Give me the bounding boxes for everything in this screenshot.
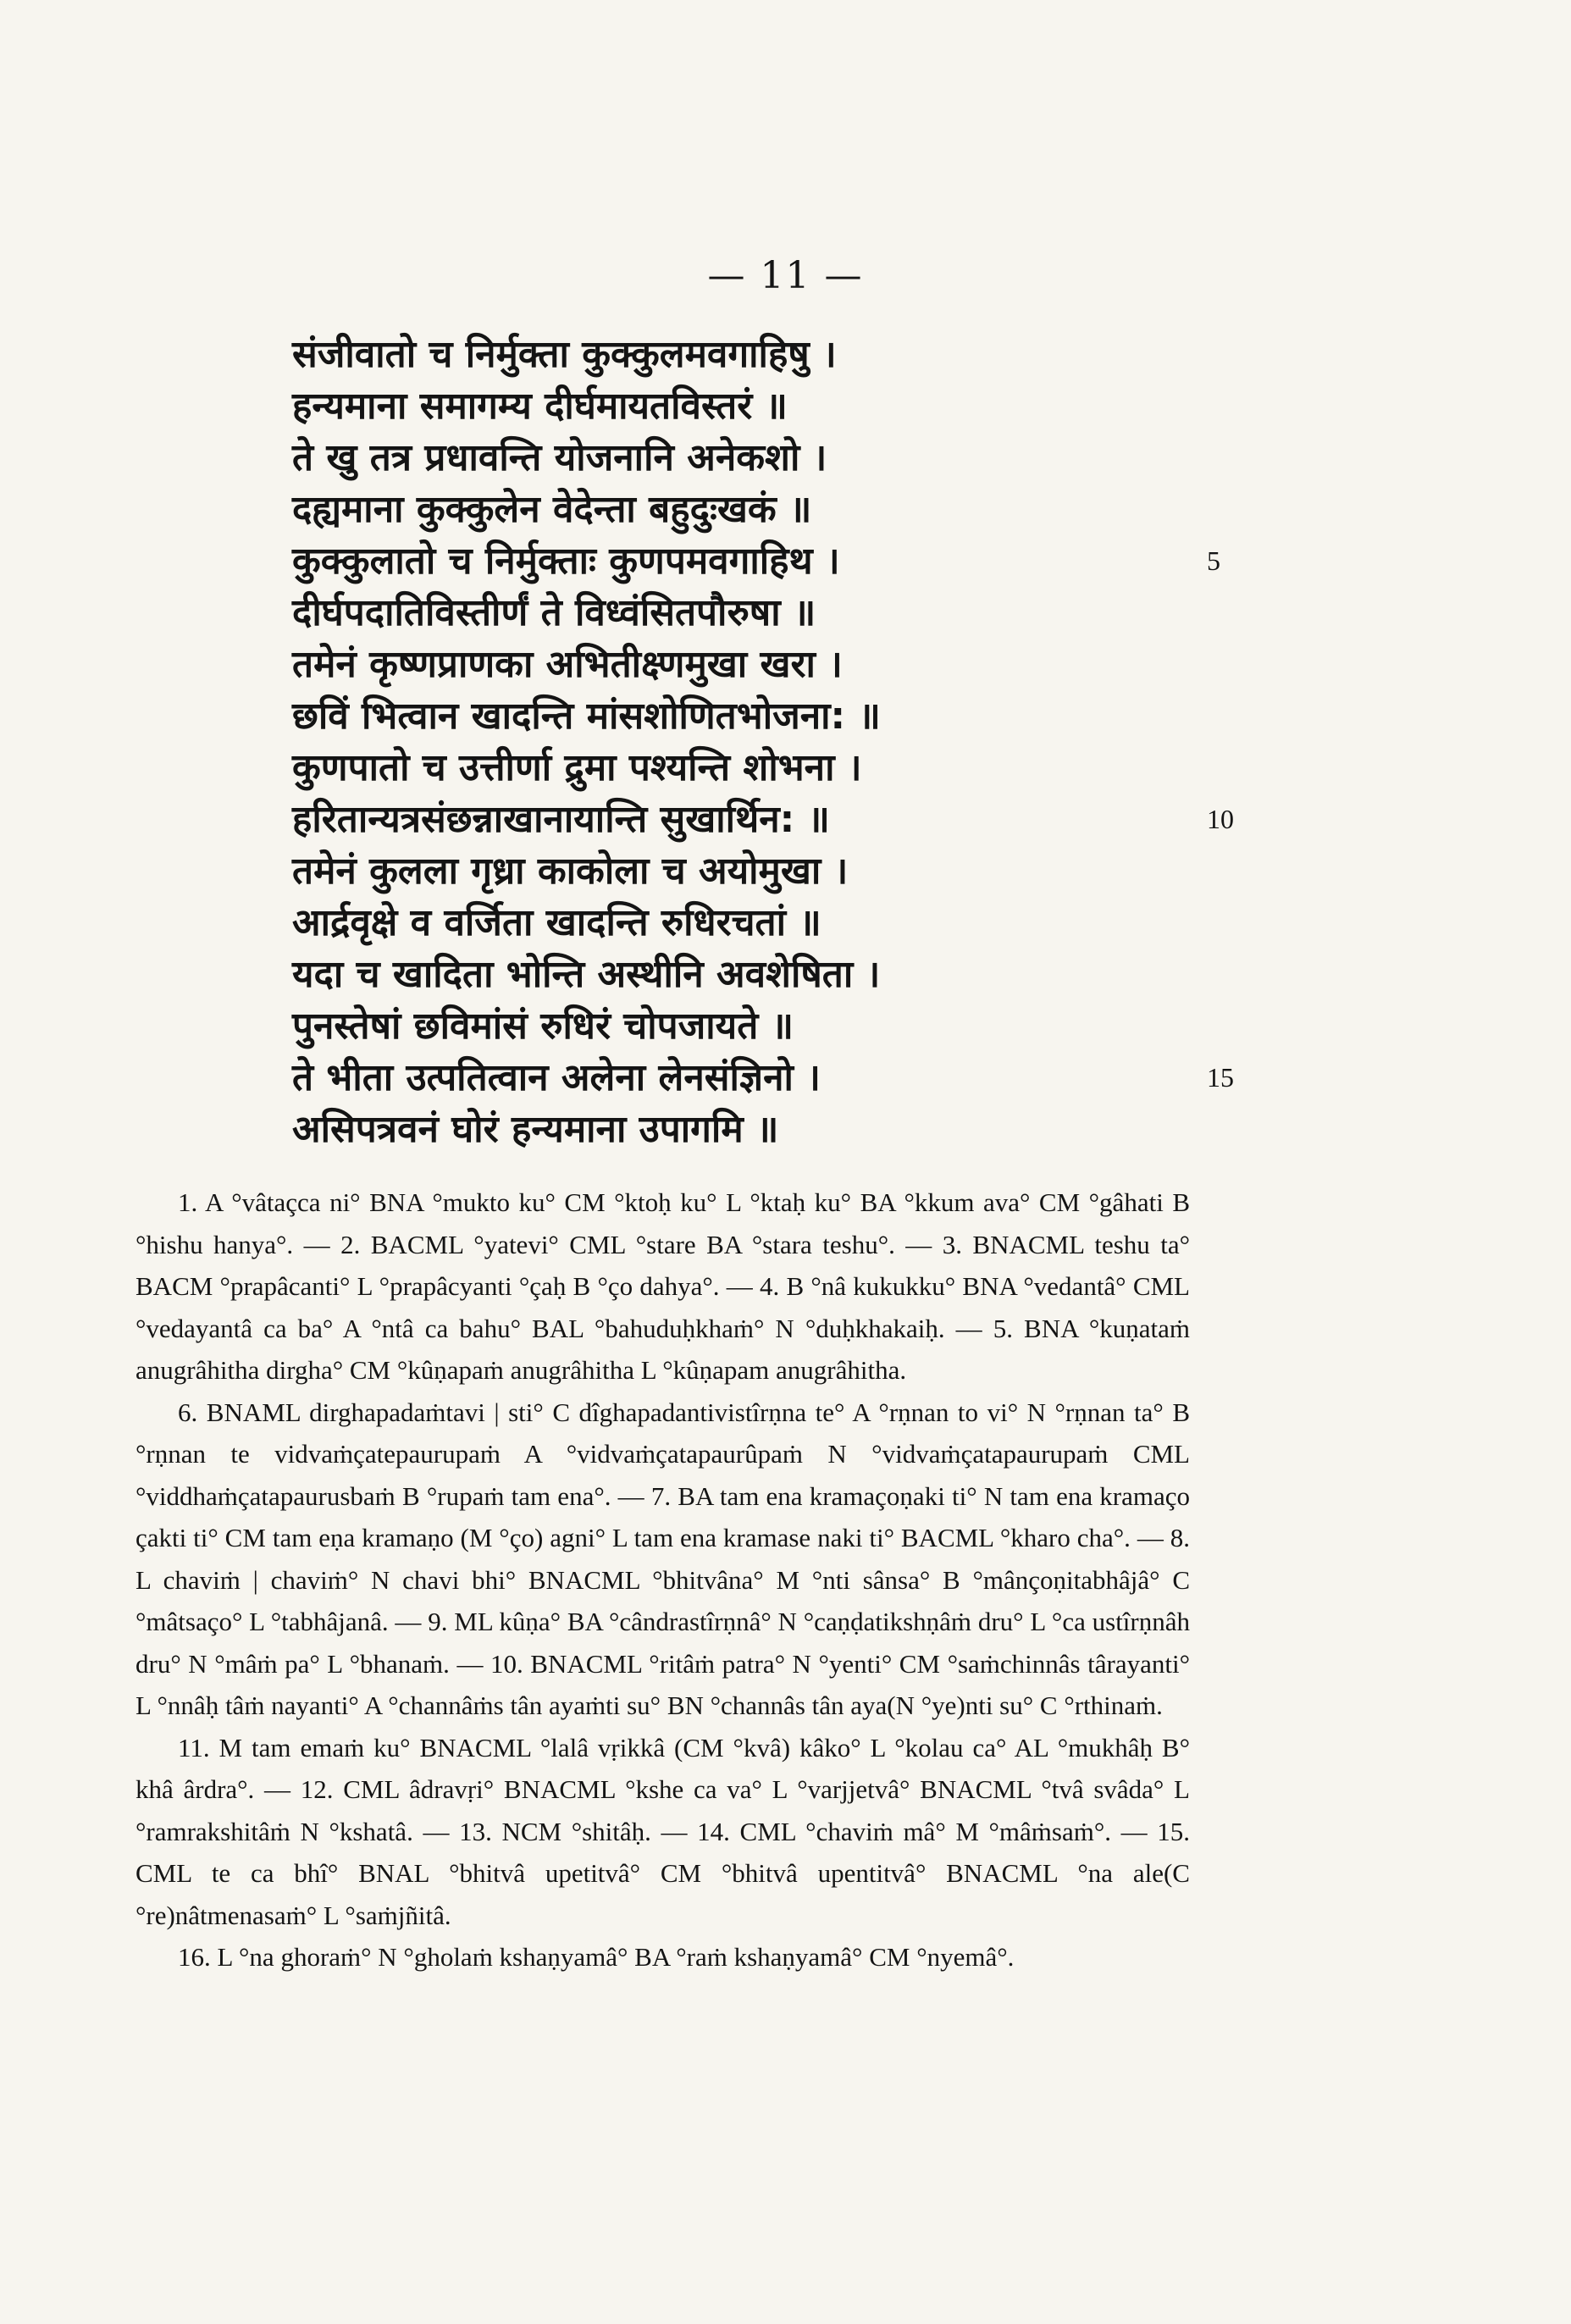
verse-text: हन्यमाना समागम्य दीर्घमायतविस्तरं ॥ <box>292 385 788 428</box>
verse-text: पुनस्तेषां छविमांसं रुधिरं चोपजायते ॥ <box>292 1004 794 1048</box>
verse-text: दीर्घपदातिविस्तीर्णं ते विध्वंसितपौरुषा ॥ <box>292 591 816 634</box>
verse-text: कुणपातो च उत्तीर्णा द्रुमा पश्यन्ति शोभना । <box>292 746 862 789</box>
verse-line <box>292 690 1308 742</box>
verse-text: असिपत्रवनं घोरं हन्यमाना उपागमि ॥ <box>292 1108 779 1151</box>
verse-line <box>292 432 1308 484</box>
verse-line <box>292 742 1308 794</box>
verse-text: हरितान्यत्रसंछन्नाखानायान्ति सुखार्थिन: ॥ <box>292 798 830 841</box>
verse-text: आर्द्रवृक्षे व वर्जिता खादन्ति रुधिरचतां ॥ <box>292 901 821 944</box>
verse-line <box>292 535 1308 587</box>
verse-line <box>292 1000 1308 1052</box>
verse-text: छविं भित्वान खादन्ति मांसशोणितभोजना: ॥ <box>292 694 881 738</box>
verse-text: दह्यमाना कुक्कुलेन वेदेन्ता बहुदुःखकं ॥ <box>292 488 812 531</box>
line-number: 10 <box>1207 804 1234 834</box>
verse-line <box>292 329 1308 380</box>
verse-text: तमेनं कृष्णप्राणका अभितीक्ष्णमुखा खरा । <box>292 643 843 686</box>
verse-text: संजीवातो च निर्मुक्ता कुक्कुलमवगाहिषु । <box>292 333 837 376</box>
verse-text: ते भीता उत्पतित्वान अलेना लेनसंज्ञिनो । <box>292 1056 821 1099</box>
page-number: — 11 — <box>707 254 864 297</box>
apparatus-paragraph: 6. BNAML dirghapadaṁtavi | sti° C dîghapadantivistîrṇna te° A °rṇnan to vi° N °rṇnan ta° B °rṇnan te vidvaṁçatepaurupaṁ A °vidvaṁçatapaurûpaṁ N °vidvaṁçatapaurupaṁ CML °viddhaṁçatapaurusbaṁ B °rupaṁ tam ena°. — 7. BA tam ena kramaçoṇaki ti° N tam ena kramaço çakti ti° CM tam eṇa kramaṇo (M °ço) agni° L tam ena kramase naki ti° BACML °kharo cha°. — 8. L chaviṁ | chaviṁ° N chavi bhi° BNACML °bhitvâna° M °nti sânsa° B °mânçoṇitabhâjâ° C °mâtsaço° L °tabhâjanâ. — 9. ML kûṇa° BA °cândrastîrṇnâ° N °caṇḍatikshṇâṁ dru° L °ca ustîrṇnâh dru° N °mâṁ pa° L °bhanaṁ. — 10. BNACML °ritâṁ patra° N °yenti° CM °saṁchinnâs târayanti° L °nnâḥ tâṁ nayanti° A °channâṁs tân ayaṁti su° BN °channâs tân aya(N °ye)nti su° C °rthinaṁ. <box>136 1397 1190 1720</box>
verse-line <box>292 1052 1308 1104</box>
line-number: 15 <box>1207 1062 1234 1093</box>
verse-line <box>292 949 1308 1000</box>
verse-line <box>292 639 1308 690</box>
verse-text: तमेनं कुलला गृध्रा काकोला च अयोमुखा । <box>292 849 849 893</box>
verse-line <box>292 897 1308 949</box>
apparatus-paragraph: 11. M tam emaṁ ku° BNACML °lalâ vṛikkâ (CM °kvâ) kâko° L °kolau ca° AL °mukhâḥ B° khâ ârdra°. — 12. CML âdravṛi° BNACML °kshe ca va° L °varjjetvâ° BNACML °tvâ svâda° L °ramrakshitâṁ N °kshatâ. — 13. NCM °shitâḥ. — 14. CML °chaviṁ mâ° M °mâṁsaṁ°. — 15. CML te ca bhî° BNAL °bhitvâ upetitvâ° CM °bhitvâ upentitvâ° BNACML °na ale(C °re)nâtmenasaṁ° L °saṁjñitâ. <box>136 1732 1190 1930</box>
verse-text: यदा च खादिता भोन्ति अस्थीनि अवशेषिता । <box>292 953 881 996</box>
verse-line <box>292 794 1308 845</box>
apparatus-paragraph: 16. L °na ghoraṁ° N °gholaṁ kshaṇyamâ° BA °raṁ kshaṇyamâ° CM °nyemâ°. <box>178 1942 1015 1972</box>
verse-text: कुक्कुलातो च निर्मुक्ताः कुणपमवगाहिथ । <box>292 540 840 583</box>
verse-line <box>292 587 1308 639</box>
verse-line <box>292 845 1308 897</box>
verse-line <box>292 380 1308 432</box>
verse-line <box>292 484 1308 535</box>
apparatus-paragraph: 1. A °vâtaçca ni° BNA °mukto ku° CM °ktoḥ ku° L °ktaḥ ku° BA °kkum ava° CM °gâhati B °hishu hanya°. — 2. BACML °yatevi° CML °stare BA °stara teshu°. — 3. BNACML teshu ta° BACM °prapâcanti° L °prapâcyanti °çaḥ B °ço dahya°. — 4. B °nâ kukukku° BNA °vedantâ° CML °vedayantâ ca ba° A °ntâ ca bahu° BAL °bahuduḥkhaṁ° N °duḥkhakaiḥ. — 5. BNA °kuṇataṁ anugrâhitha dirgha° CM °kûṇapaṁ anugrâhitha L °kûṇapam anugrâhitha. <box>136 1187 1190 1385</box>
line-number: 5 <box>1207 545 1220 576</box>
verse-line <box>292 1104 1308 1155</box>
verse-text: ते खु तत्र प्रधावन्ति योजनानि अनेकशो । <box>292 436 827 479</box>
critical-apparatus <box>136 1181 1190 1978</box>
verse-block <box>292 329 1308 1155</box>
